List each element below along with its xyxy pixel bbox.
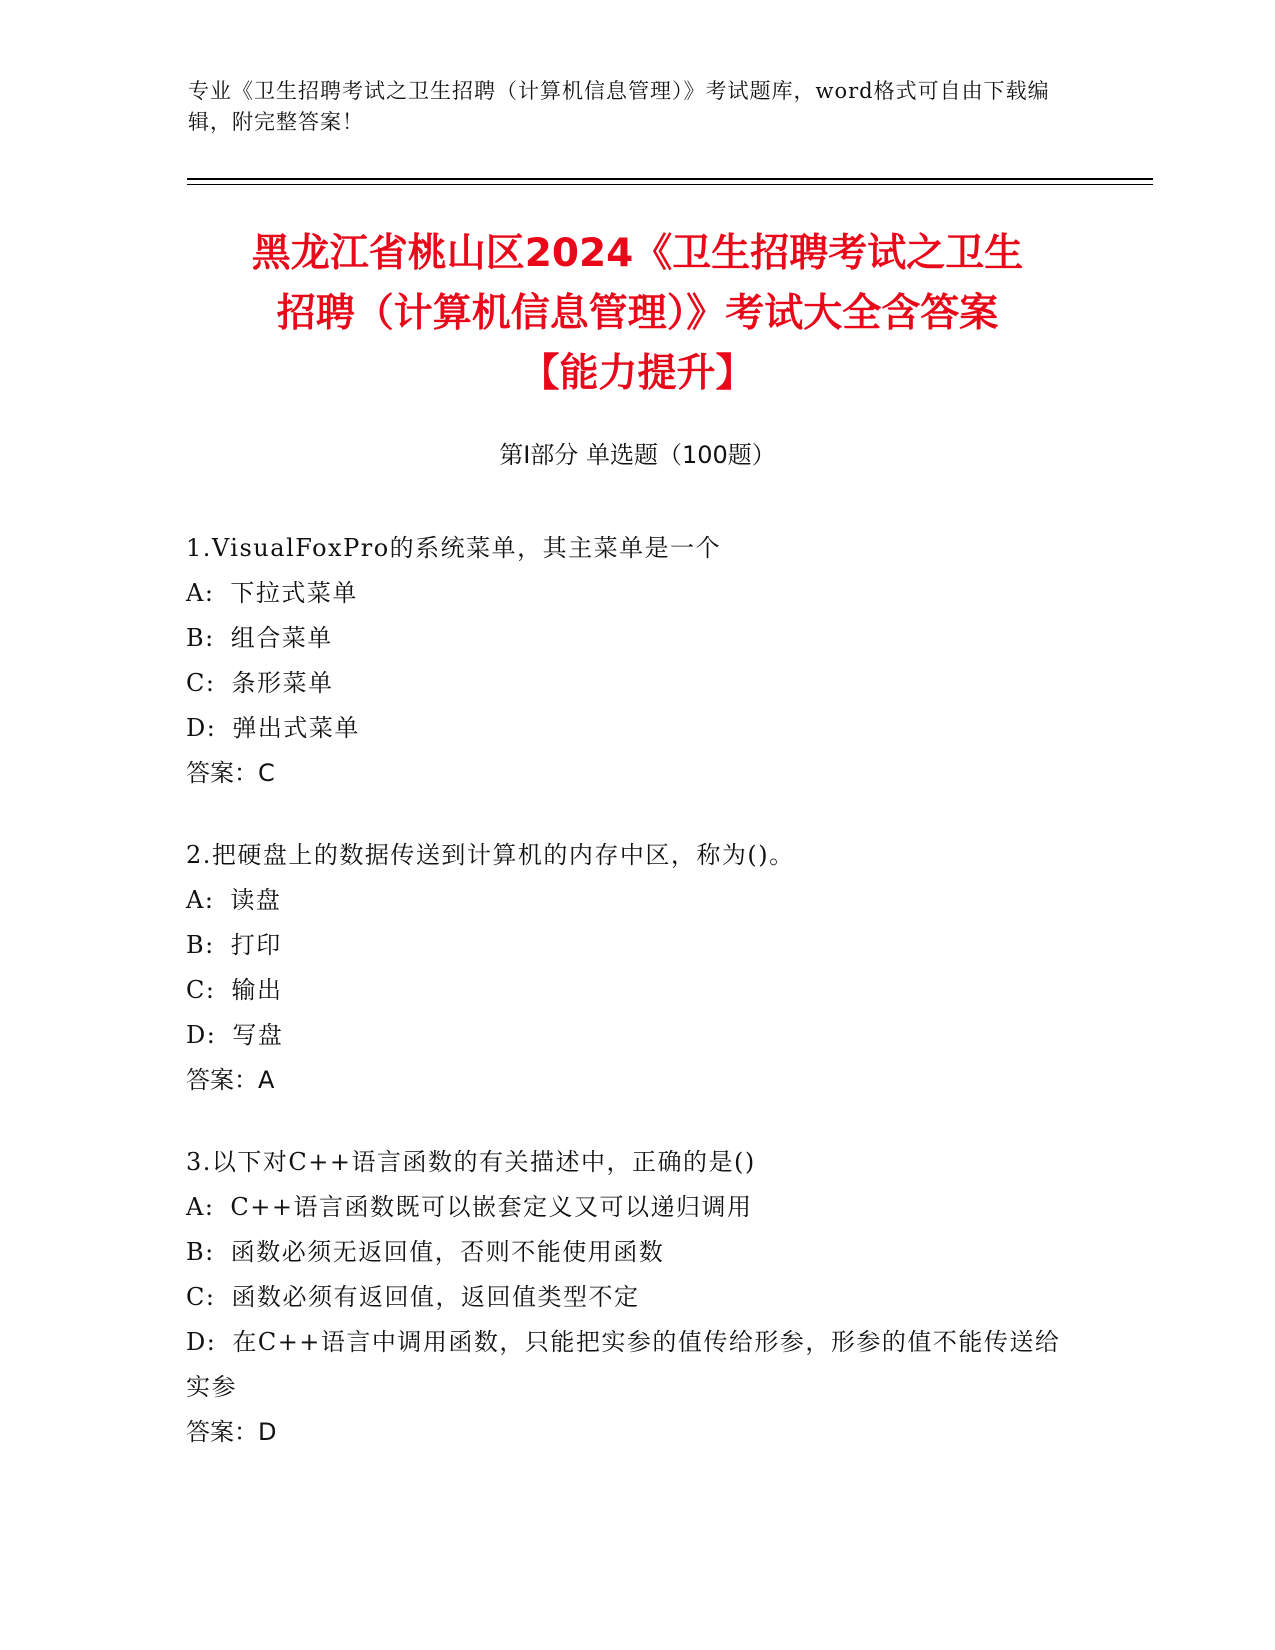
option-text: C++语言函数既可以嵌套定义又可以递归调用: [230, 1193, 753, 1221]
question-item: [186, 526, 1066, 796]
option-a: [186, 1185, 1066, 1230]
option-text: 弹出式菜单: [232, 714, 360, 742]
option-text: 在C++语言中调用函数，只能把实参的值传给形参，形参的值不能传送给实参: [186, 1328, 1061, 1401]
option-letter: B:: [186, 624, 215, 652]
option-d: [186, 1013, 1066, 1058]
option-text: 读盘: [230, 886, 282, 914]
option-letter: D:: [186, 1328, 217, 1356]
option-c: [186, 661, 1066, 706]
option-letter: D:: [186, 1021, 217, 1049]
option-d: [186, 706, 1066, 751]
document-title: [150, 224, 1125, 404]
option-letter: D:: [186, 714, 217, 742]
option-letter: A:: [186, 1193, 215, 1221]
question-stem: 2.把硬盘上的数据传送到计算机的内存中区，称为()。: [186, 841, 795, 869]
answer-line: 答案：C: [186, 759, 275, 787]
option-letter: A:: [186, 579, 215, 607]
option-text: 下拉式菜单: [230, 579, 358, 607]
option-b: [186, 616, 1066, 661]
answer-line: 答案：D: [186, 1418, 277, 1446]
option-letter: A:: [186, 886, 215, 914]
option-c: [186, 968, 1066, 1013]
option-d: [186, 1320, 1066, 1410]
option-c: [186, 1275, 1066, 1320]
option-text: 写盘: [232, 1021, 284, 1049]
title-line: 招聘（计算机信息管理）》考试大全含答案: [276, 291, 999, 336]
option-b: [186, 923, 1066, 968]
option-text: 条形菜单: [231, 669, 334, 697]
option-letter: B:: [186, 1238, 215, 1266]
option-text: 组合菜单: [230, 624, 333, 652]
option-b: [186, 1230, 1066, 1275]
section-title: 第Ⅰ部分 单选题（100题）: [499, 441, 776, 469]
question-item: [186, 833, 1066, 1103]
header-note: 专业《卫生招聘考试之卫生招聘（计算机信息管理）》考试题库，word格式可自由下载编辑，附完整答案！: [188, 79, 1050, 134]
option-text: 函数必须有返回值，返回值类型不定: [231, 1283, 640, 1311]
header-rule-thick: [187, 178, 1153, 180]
option-text: 函数必须无返回值，否则不能使用函数: [230, 1238, 665, 1266]
option-letter: B:: [186, 931, 215, 959]
question-item: [186, 1140, 1066, 1455]
question-stem: 3.以下对C++语言函数的有关描述中，正确的是(): [186, 1148, 756, 1176]
title-line: 黑龙江省桃山区2024《卫生招聘考试之卫生: [251, 231, 1024, 276]
header-rule-thin: [187, 184, 1153, 185]
option-a: [186, 878, 1066, 923]
question-list: [186, 526, 1066, 1492]
option-letter: C:: [186, 976, 216, 1004]
title-line: 【能力提升】: [520, 351, 755, 396]
answer-line: 答案：A: [186, 1066, 275, 1094]
option-letter: C:: [186, 669, 216, 697]
option-text: 输出: [231, 976, 283, 1004]
option-a: [186, 571, 1066, 616]
option-text: 打印: [230, 931, 282, 959]
question-stem: 1.VisualFoxPro的系统菜单，其主菜单是一个: [186, 534, 722, 562]
option-letter: C:: [186, 1283, 216, 1311]
